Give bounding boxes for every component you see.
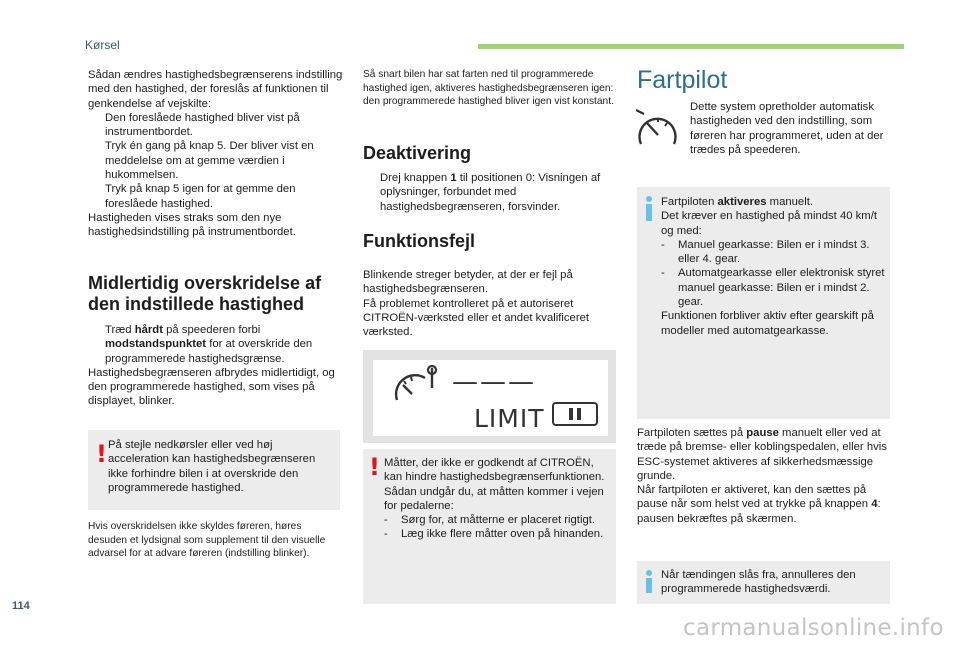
warning-icon: ! (369, 453, 380, 481)
info-text: Fartpiloten aktiveres manuelt. Det kræver en hastighed på mindst 40 km/t og med: - Manuel gearkasse: Bilen er i mindst 3. eller 4. gear. - Automatgearkasse eller elektronisk styret manuel gearkasse: Bilen er i mindst 2. gear. Funktionen forbliver aktiv efter gearskift på modeller med automatgearkasse. (661, 195, 887, 338)
section-title-override: Midlertidig overskridelse af den indstillede hastighed (88, 273, 322, 314)
display-dashes: ——— (452, 367, 536, 397)
deactivation-text (363, 171, 613, 214)
list-item: Tryk én gang på knap 5. Der bliver vist en meddelelse om at gemme værdien i hukommelsen. (105, 140, 314, 182)
warning-box (363, 449, 616, 604)
list-item: - Sørg for, at måtterne er placeret rigtigt. (384, 514, 596, 527)
list-item: Tryk på knap 5 igen for at gemme den foreslåede hastighed. (105, 183, 296, 210)
page-number: 114 (12, 600, 30, 612)
col1-para: Hastighedsbegrænseren afbrydes midlertidigt, og den programmerede hastighed, som vises på displayet, blinker. (88, 366, 335, 408)
list-item: - Manuel gearkasse: Bilen er i mindst 3. eller 4. gear. (661, 238, 870, 266)
list-item: Træd hårdt på speederen forbi modstandspunktet for at overskride den programmerede hastighedsgrænse. (105, 324, 313, 365)
info-text: Når tændingen slås fra, annulleres den programmerede hastighedsværdi. (661, 569, 856, 596)
warning-box (88, 430, 340, 510)
limit-label: LIMIT (474, 404, 545, 433)
list-item: Drej knappen 1 til positionen 0: Visningen af oplysninger, forbundet med hastighedsbegrænseren, forsvinder. (380, 172, 601, 213)
col1-instructions (88, 68, 343, 240)
col1-outro: Hastigheden vises straks som den nye hastighedsindstilling på instrumentbordet. (88, 211, 296, 239)
fault-text: Blinkende streger betyder, at der er fejl på hastighedsbegrænseren. Få problemet kontrolleret på et autoriseret CITROËN-værksted eller et andet kvalificeret værksted. (363, 269, 590, 339)
col1-override-text (88, 323, 343, 409)
col1-note: Hvis overskridelsen ikke skyldes føreren, høres desuden et lydsignal som supplement til den visuelle advarsel for at advare føreren (indstilling blinker). (88, 521, 326, 560)
info-box (637, 187, 890, 419)
pause-icon (552, 402, 598, 426)
cruise-control-icon (636, 109, 680, 149)
page-title-fartpilot: Fartpilot (637, 66, 728, 94)
list-item: - Læg ikke flere måtter oven på hinanden. (384, 528, 604, 541)
section-header: Kørsel (85, 38, 120, 52)
section-title-deactivation: Deaktivering (363, 143, 472, 163)
warning-text: På stejle nedkørsler eller ved høj acceleration kan hastighedsbegrænseren ikke forhindre bilen i at overskride den programmerede hastighed. (108, 439, 316, 494)
header-divider (478, 44, 904, 49)
list-item: Den foreslåede hastighed bliver vist på instrumentbordet. (105, 111, 300, 139)
watermark: carmanualsonline.info (683, 615, 944, 641)
warning-text: Måtter, der ikke er godkendt af CITROËN, kan hindre hastighedsbegrænserfunktionen. Sådan undgår du, at måtten kommer i vejen for pedalerne: - Sørg for, at måtterne er placeret rigtigt. - Læg ikke flere måtter oven på hinanden. (384, 456, 610, 542)
warning-icon: ! (96, 440, 107, 468)
pause-text: Fartpiloten sættes på pause manuelt eller ved at træde på bremse- eller koblingspedalen, eller hvis ESC-systemet aktiveres af sikkerhedsmæssige grunde. Når fartpiloten er aktiveret, kan den sættes på pause når som helst ved at trykke på knappen 4: pausen bekræftes på skærmen. (637, 427, 887, 525)
section-title-fault: Funktionsfejl (363, 231, 475, 251)
info-icon (646, 196, 652, 221)
speedometer-limiter-icon (392, 364, 442, 406)
fartpilot-intro: Dette system opretholder automatisk hastigheden ved den indstilling, som føreren har programmeret, uden at der trædes på speederen. (690, 101, 884, 156)
info-icon (646, 570, 652, 593)
info-box (637, 561, 890, 604)
col1-intro: Sådan ændres hastighedsbegrænserens indstilling med den hastighed, der foreslås af funktionen til genkendelse af vejskilte: (88, 69, 343, 110)
col2-note: Så snart bilen har sat farten ned til programmerede hastighed igen, aktiveres hastighedsbegrænseren igen: den programmerede hastighed bliver igen vist konstant. (363, 69, 614, 108)
list-item: - Automatgearkasse eller elektronisk styret manuel gearkasse: Bilen er i mindst 2. gear. (661, 267, 885, 309)
